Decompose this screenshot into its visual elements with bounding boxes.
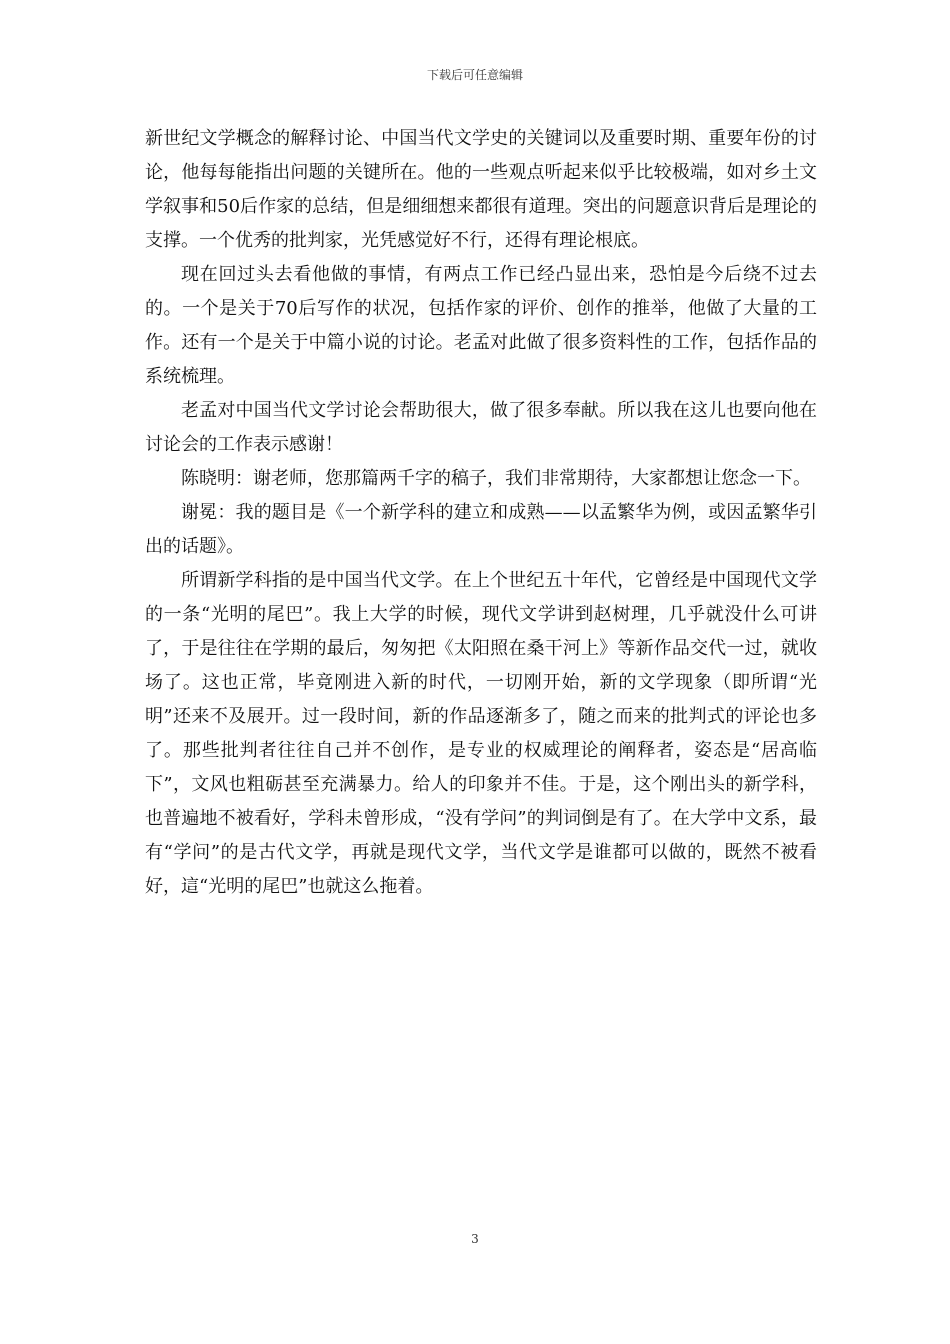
paragraph-3: 老孟对中国当代文学讨论会帮助很大，做了很多奉献。所以我在这儿也要向他在讨论会的工作表示感谢！ [145, 400, 817, 455]
page-number: 3 [471, 1232, 479, 1246]
body-text [145, 122, 817, 904]
paragraph-1: 新世纪文学概念的解释讨论、中国当代文学史的关键词以及重要时期、重要年份的讨论，他每每能指出问题的关键所在。他的一些观点听起来似乎比较极端，如对乡土文学叙事和50后作家的总结，但是细细想来都很有道理。突出的问题意识背后是理论的支撑。一个优秀的批判家，光凭感觉好不行，还得有理论根底。 [145, 128, 817, 251]
paragraph-2: 现在回过头去看他做的事情，有两点工作已经凸显出来，恐怕是今后绕不过去的。一个是关于70后写作的状况，包括作家的评价、创作的推举，他做了大量的工作。还有一个是关于中篇小说的讨论。老孟对此做了很多资料性的工作，包括作品的系统梳理。 [145, 264, 817, 387]
page-header: 下载后可任意编辑 [426, 68, 523, 82]
paragraph-5: 谢冕：我的题目是《一个新学科的建立和成熟——以孟繁华为例，或因孟繁华引出的话题》。 [145, 502, 817, 557]
paragraph-6: 所谓新学科指的是中国当代文学。在上个世纪五十年代，它曾经是中国现代文学的一条“光明的尾巴”。我上大学的时候，现代文学讲到赵树理，几乎就没什么可讲了，于是往往在学期的最后，匆匆把《太阳照在桑干河上》等新作品交代一过，就收场了。这也正常，毕竟刚进入新的时代，一切刚开始，新的文学现象（即所谓“光明”还来不及展开。过一段时间，新的作品逐渐多了，随之而来的批判式的评论也多了。那些批判者往往自己并不创作，是专业的权威理论的阐释者，姿态是“居高临下”，文风也粗砺甚至充满暴力。给人的印象并不佳。于是，这个刚出头的新学科，也普遍地不被看好，学科未曾形成，“没有学问”的判词倒是有了。在大学中文系，最有“学问”的是古代文学，再就是现代文学，当代文学是谁都可以做的，既然不被看好，這“光明的尾巴”也就这么拖着。 [145, 570, 817, 897]
paragraph-4: 陈晓明：谢老师，您那篇两千字的稿子，我们非常期待，大家都想让您念一下。 [181, 468, 811, 489]
